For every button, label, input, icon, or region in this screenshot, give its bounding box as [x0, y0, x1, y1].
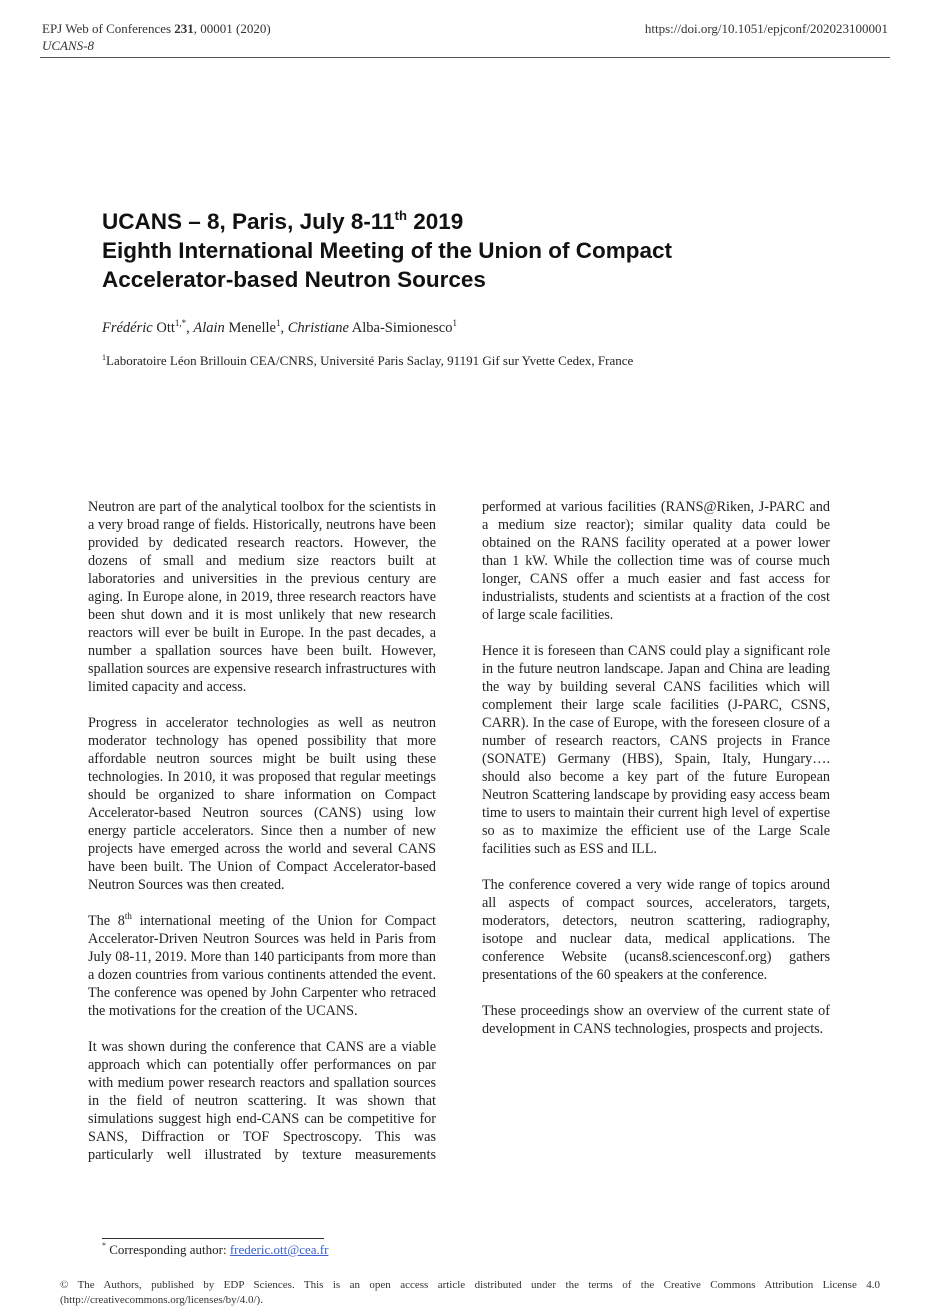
title-line-3: Accelerator-based Neutron Sources: [102, 267, 486, 292]
license-notice: © The Authors, published by EDP Sciences. This is an open access article distributed under the terms of the Creative Commons Attribution License 4.0 (http://creativecommons.org/licenses/by/4.0/).: [60, 1279, 880, 1306]
running-header-left: [42, 20, 271, 54]
title-line-1: UCANS – 8, Paris, July 8-11th 2019: [102, 208, 464, 234]
paragraph: The conference covered a very wide range of topics around all aspects of compact sources, accelerators, targets, moderators, detectors, neutron scattering, radiography, isotope and nuclear data, medical applications. The conference Website (ucans8.sciencesconf.org) gathers presentations of the 60 speakers at the conference.: [482, 877, 830, 983]
footnote-divider: [102, 1238, 324, 1239]
doi-link[interactable]: https://doi.org/10.1051/epjconf/202023100001: [644, 21, 888, 36]
paper-title: [102, 207, 862, 294]
paragraph-continued: performed at various facilities (RANS@Riken, J-PARC and a medium size reactor); similar quality data could be obtained on the RANS facility operated at a power lower than 1 kW. While the collection time was of course much longer, CANS offer a much easier and fast access for industrialists, students and scientists at a fraction of the cost of large scale facilities.: [482, 499, 830, 623]
paragraph: It was shown during the conference that CANS are a viable approach which can potentially offer performances on par with medium power research reactors and spallation sources in the field of neutron scattering. It was shown that simulations suggest high end-CANS can be competitive for SANS, Diffraction or TOF Spectroscopy. This was particularly well illustrated by texture measurements: [88, 1039, 436, 1163]
author: Alain Menelle$^1$: [193, 318, 281, 336]
author: Frédéric Ott$^{1,*}$: [102, 318, 187, 336]
body-column-left: [88, 498, 436, 1164]
author-list: Frédéric Ott$^{1,*}$, Alain Menelle$^1$, Christiane Alba-Simionesco$^1$: [102, 318, 457, 336]
conference-series: UCANS-8: [42, 38, 94, 53]
author-email-link[interactable]: frederic.ott@cea.fr: [229, 1242, 329, 1257]
header-divider: [40, 57, 890, 58]
column-continuation: [482, 498, 830, 624]
paragraph: Progress in accelerator technologies as well as neutron moderator technology has opened possibility that more affordable neutron sources might be built using these technologies. In 2010, it was proposed that regular meetings should be organized to share information on Compact Accelerator-based Neutron sources (CANS) using low energy particle accelerators. Since then a number of new projects have emerged across the world and several CANS have been built. The Union of Compact Accelerator-based Neutron Sources was then created.: [88, 715, 436, 893]
paragraph: The 8th international meeting of the Union for Compact Accelerator-Driven Neutron Sources was held in Paris from July 08-11, 2019. More than 140 participants from more than a dozen countries from various continents attended the event. The conference was opened by John Carpenter who retraced the motivations for the creation of the UCANS.: [88, 911, 436, 1019]
body-column-right: [482, 498, 830, 1056]
footnote: * Corresponding author: frederic.ott@cea.fr: [102, 1241, 329, 1257]
paragraph: These proceedings show an overview of the current state of development in CANS technologies, prospects and projects.: [482, 1003, 830, 1037]
affiliation: $^1$Laboratoire Léon Brillouin CEA/CNRS, Université Paris Saclay, 91191 Gif sur Yvette Cedex, France: [102, 353, 634, 368]
title-line-2: Eighth International Meeting of the Union of Compact: [102, 238, 672, 263]
paragraph: Neutron are part of the analytical toolbox for the scientists in a very broad range of fields. Historically, neutrons have been provided by dedicated research reactors. However, the dozens of small and medium size reactors built at laboratories and universities in the previous century are aging. In Europe alone, in 2019, three research reactors have been shut down and it is most unlikely that new research reactors will ever be built in Europe. In the past decades, a number a spallation sources have been built. However, spallation sources are expensive research infrastructures with limited capacity and access.: [88, 499, 436, 695]
journal-volume: 231: [174, 21, 194, 36]
journal-name: EPJ Web of Conferences 231, 00001 (2020): [42, 21, 271, 36]
author: Christiane Alba-Simionesco$^1$: [287, 318, 457, 336]
paragraph: Hence it is foreseen than CANS could play a significant role in the future neutron landscape. Japan and China are leading the way by building several CANS facilities which will complement their large scale facilities (J-PARC, CSNS, CARR). In the case of Europe, with the foreseen closure of a number of research reactors, CANS projects in France (SONATE) Germany (HBS), Spain, Italy, Hungary…. should also become a key part of the future European Neutron Scattering landscape by providing easy access beam time to users to maintain their current high level of expertise so as to maximize the efficient use of the Large Scale facilities such as ESS and ILL.: [482, 643, 830, 857]
